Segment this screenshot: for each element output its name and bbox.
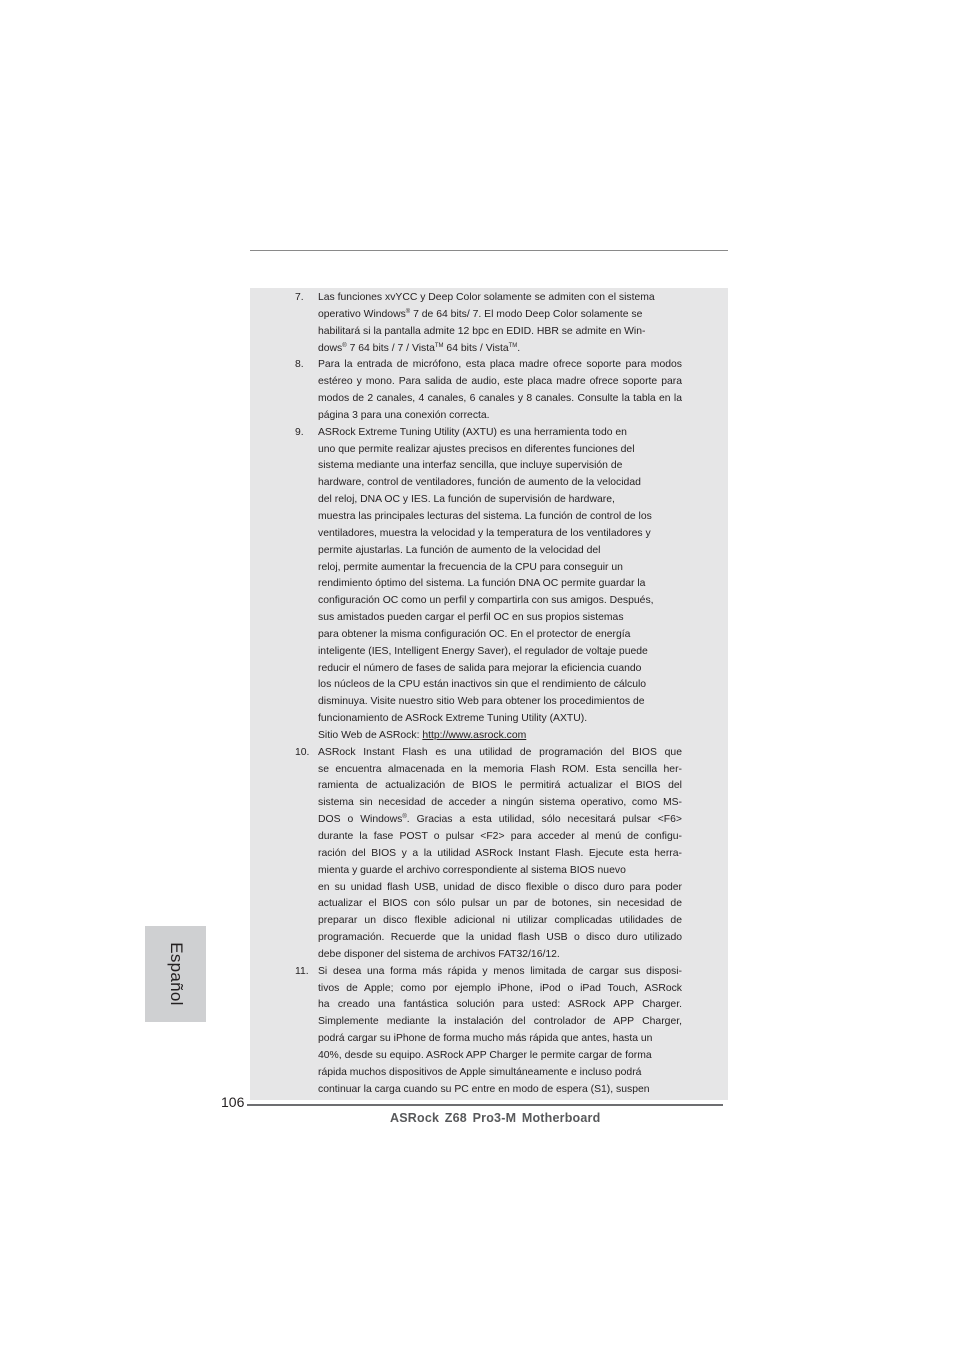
item-line: Simplemente mediante la instalación del controlador de APP Charger, (318, 1016, 682, 1028)
header-rule (250, 250, 728, 251)
item-line: funcionamiento de ASRock Extreme Tuning Utility (AXTU). (318, 713, 588, 725)
footer-title: ASRock Z68 Pro3-M Motherboard (390, 1111, 601, 1125)
item-line: configuración OC como un perfil y compartirla con sus amigos. Después, (318, 595, 654, 607)
asrock-website-link[interactable]: http://www.asrock.com (422, 729, 527, 741)
item-line: rendimiento óptimo del sistema. La función DNA OC permite guardar la (318, 578, 646, 590)
item-line: operativo Windows® 7 de 64 bits/ 7. El modo Deep Color solamente se (318, 308, 643, 320)
item-line: DOS o Windows®. Gracias a esta utilidad, sólo necesitará pulsar <F6> (318, 814, 682, 826)
item-line: sistema mediante una interfaz sencilla, que incluye supervisión de (318, 460, 623, 472)
item-line: ramienta de actualización de BIOS le permitirá actualizar el BIOS del (318, 780, 682, 792)
item-line: mienta y guarde el archivo correspondiente al sistema BIOS nuevo (318, 864, 626, 876)
item-line: programación. Recuerde que la unidad flash USB o disco duro utilizado (318, 932, 682, 944)
item-line: muestra las principales lecturas del sistema. La función de control de los (318, 510, 652, 522)
item-line: rápida muchos dispositivos de Apple simultáneamente e incluso podrá (318, 1066, 642, 1078)
item-line: actualizar el BIOS con sólo pulsar un par de botones, sin necesidad de (318, 898, 682, 910)
website-label: Sitio Web de ASRock: (318, 729, 423, 741)
item-number: 7. (295, 292, 304, 303)
list-item-7 (250, 288, 728, 357)
item-number: 8. (295, 359, 304, 371)
item-line: inteligente (IES, Intelligent Energy Saver), el regulador de voltaje puede (318, 645, 648, 657)
item-line: permite ajustarlas. La función de aumento de la velocidad del (318, 544, 601, 556)
item-line: ha creado una fantástica solución para usted: ASRock APP Charger. (318, 999, 682, 1011)
item-line: los núcleos de la CPU están inactivos sin que el rendimiento de cálculo (318, 679, 647, 691)
item-line: ASRock Extreme Tuning Utility (AXTU) es una herramienta todo en (318, 426, 627, 438)
footer-rule (247, 1104, 723, 1106)
item-line: tivos de Apple; como por ejemplo iPhone, iPod o iPad Touch, ASRock (318, 982, 682, 994)
item-line: sus amistados pueden cargar el perfil OC en sus propios sistemas (318, 612, 624, 624)
content-panel (250, 288, 728, 1100)
item-line: podrá cargar su iPhone de forma mucho más rápida que antes, hasta un (318, 1033, 653, 1045)
item-number: 11. (295, 965, 309, 977)
item-line: reloj, permite aumentar la frecuencia de la CPU para conseguir un (318, 561, 623, 573)
list-item-11 (250, 964, 728, 1099)
item-line: se encuentra almacenada en la memoria Flash ROM. Esta sencilla her- (318, 763, 682, 775)
item-line: debe disponer del sistema de archivos FAT32/16/12. (318, 948, 560, 960)
item-number: 9. (295, 426, 304, 438)
item-line: habilitará si la pantalla admite 12 bpc en EDID. HBR se admite en Win- (318, 325, 646, 337)
website-line (318, 728, 682, 745)
language-side-tab (145, 926, 206, 1022)
item-line: dows® 7 64 bits / 7 / Vista™ 64 bits / Vista™. (318, 342, 521, 354)
item-line: para obtener la misma configuración OC. En el protector de energía (318, 628, 631, 640)
list-item-8 (250, 357, 728, 424)
page-number: 106 (221, 1094, 245, 1110)
item-text: Para la entrada de micrófono, esta placa madre ofrece soporte para modos estéreo y mono. Para salida de audio, este placa madre ofrece soporte para modos de 2 canales, 4 canales, 6 canales y 8 canales. Consulte la tabla en la página 3 para una conexión correcta. (318, 359, 682, 421)
item-line: ventiladores, muestra la velocidad y la temperatura de los ventiladores y (318, 527, 651, 539)
item-line: durante la fase POST o pulsar <F2> para acceder al menú de configu- (318, 831, 682, 842)
item-line: reducir el número de fases de salida para mejorar la eficiencia cuando (318, 662, 642, 674)
item-line: hardware, control de ventiladores, función de aumento de la velocidad (318, 477, 641, 489)
item-line: preparar un disco flexible adicional ni utilizar complicadas utilidades de (318, 915, 682, 927)
list-item-9 (250, 425, 728, 745)
notes-list (250, 288, 728, 1099)
item-line: continuar la carga cuando su PC entre en modo de espera (S1), suspen (318, 1083, 650, 1095)
item-line: disminuya. Visite nuestro sitio Web para obtener los procedimientos de (318, 696, 645, 708)
item-line: uno que permite realizar ajustes precisos en diferentes funciones del (318, 443, 635, 455)
item-line: ASRock Instant Flash es una utilidad de programación del BIOS que (318, 746, 682, 758)
item-line: en su unidad flash USB, unidad de disco flexible o disco duro para poder (318, 881, 682, 893)
list-item-10 (250, 745, 728, 964)
item-line: ración del BIOS y a la utilidad ASRock Instant Flash. Ejecute esta herra- (318, 847, 682, 859)
item-number: 10. (295, 746, 310, 758)
item-line: Si desea una forma más rápida y menos limitada de cargar sus disposi- (318, 965, 682, 977)
item-line: 40%, desde su equipo. ASRock APP Charger le permite cargar de forma (318, 1049, 652, 1061)
item-line: Las funciones xvYCC y Deep Color solamente se admiten con el sistema (318, 292, 655, 303)
item-line: sistema sin necesidad de acceder a ningún sistema operativo, como MS- (318, 797, 682, 809)
item-line: del reloj, DNA OC y IES. La función de supervisión de hardware, (318, 494, 615, 506)
language-label: Español (166, 942, 186, 1006)
